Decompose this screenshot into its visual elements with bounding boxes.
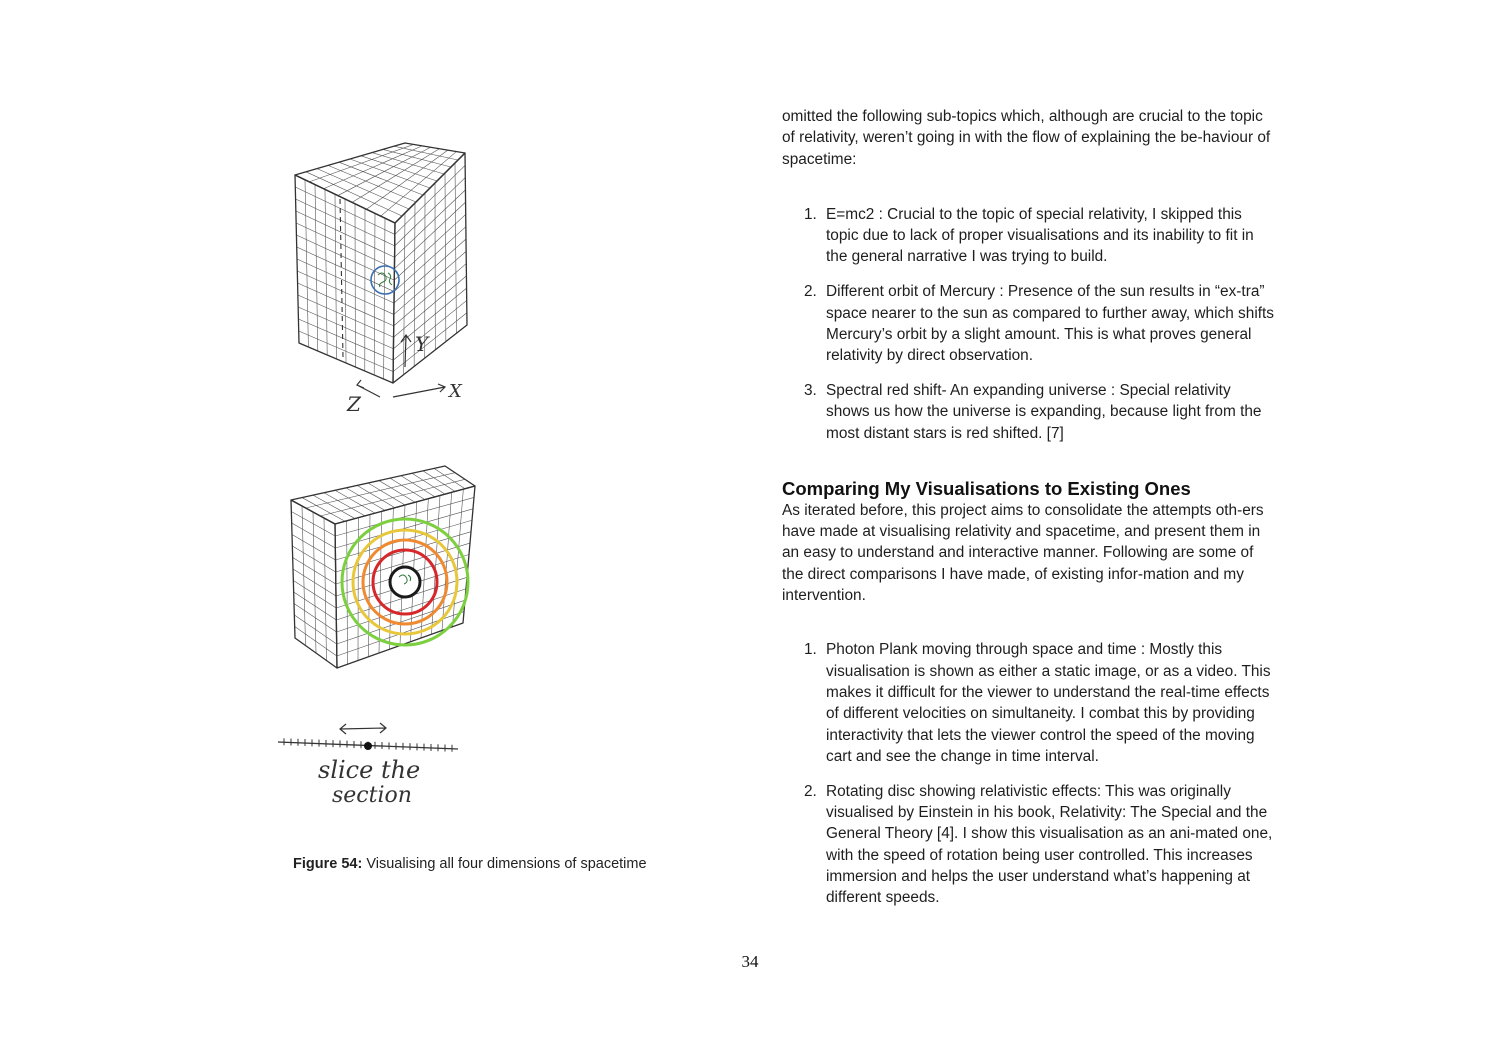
comparisons-list	[782, 639, 1274, 908]
handwriting-line1: slice the	[318, 756, 421, 784]
list-item: 1. Photon Plank moving through space and time : Mostly this visualisation is shown as either a static image, or as a video. This makes it difficult for the viewer to understand the real-time effects of different velocities on simultaneity. I combat this by providing interactivity that lets the viewer control the speed of the moving cart and see the change in time interval.	[804, 641, 1271, 765]
right-column	[782, 106, 1274, 922]
cube-sketch	[285, 135, 485, 425]
page-number: 34	[741, 952, 759, 971]
list-item: 2. Rotating disc showing relativistic effects: This was originally visualised by Einstein in his book, Relativity: The Special and the General Theory [4]. I show this visualisation as an ani-mated one, with the speed of rotation being user controlled. This increases immersion and helps the user understand what’s happening at different speeds.	[804, 782, 1273, 907]
figure-caption	[293, 856, 647, 872]
figure-label: Figure 54:	[293, 856, 363, 872]
earth-icon	[390, 567, 420, 597]
y-axis-label: Y	[415, 332, 429, 356]
list-item: 3. Spectral red shift- An expanding universe : Special relativity shows us how the universe is expanding, because light from the most distant stars is red shifted. [7]	[804, 381, 1262, 442]
figure-text: Visualising all four dimensions of spacetime	[366, 856, 647, 872]
x-axis-label: X	[449, 381, 462, 402]
list-item: 1. E=mc2 : Crucial to the topic of special relativity, I skipped this topic due to lack of proper visualisations and its inability to fit in the general narrative I was trying to build.	[804, 205, 1254, 266]
sliced-cube-sketch	[285, 458, 485, 678]
section-heading: Comparing My Visualisations to Existing Ones	[782, 477, 1191, 499]
omitted-topics-list	[782, 204, 1274, 444]
handwriting-line2: section	[332, 783, 412, 808]
slice-slider-sketch	[272, 716, 472, 816]
intro-paragraph: omitted the following sub-topics which, although are crucial to the topic of relativity, weren’t going in with the flow of explaining the be-haviour of spacetime:	[782, 108, 1271, 168]
z-axis-label: Z	[347, 392, 361, 416]
section-paragraph: As iterated before, this project aims to consolidate the attempts oth-ers have made at visualising relativity and spacetime, and present them in an easy to understand and interactive manner. Following are some of the direct comparisons I have made, of existing infor-mation and my intervention.	[782, 501, 1264, 605]
list-item: 2. Different orbit of Mercury : Presence of the sun results in “ex-tra” space nearer to the sun as compared to further away, which shifts Mercury’s orbit by a slight amount. This is what proves general relativity by direct observation.	[804, 283, 1274, 365]
